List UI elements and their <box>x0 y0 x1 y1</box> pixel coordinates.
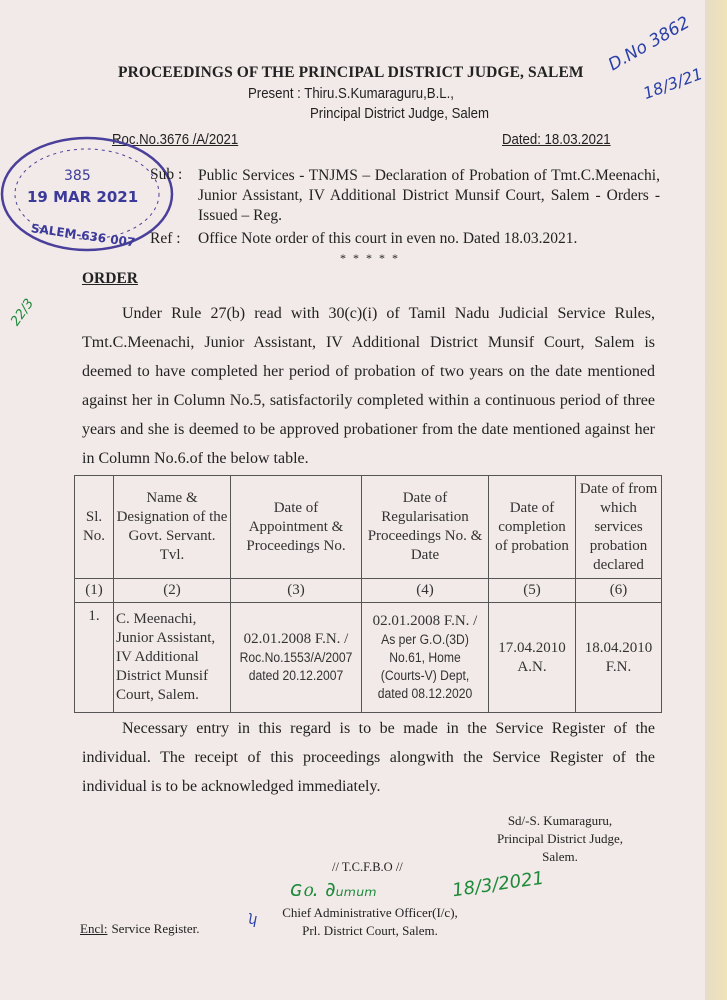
reference-label: Ref : <box>150 230 181 247</box>
table-header-row <box>75 476 662 579</box>
cao-office: Prl. District Court, Salem. <box>302 923 438 938</box>
signature-designation: Principal District Judge, <box>496 831 623 846</box>
document-title: PROCEEDINGS OF THE PRINCIPAL DISTRICT JUDGE, SALEM <box>118 64 584 81</box>
handwritten-dispatch-number: D.No 3862 <box>605 12 694 76</box>
stamp-date: 19 MAR 2021 <box>27 188 139 206</box>
cell-completion: 17.04.2010 A.N. <box>489 603 576 713</box>
judge-signature-block <box>460 812 660 866</box>
signature-name: Sd/-S. Kumaraguru, <box>507 813 613 828</box>
header-declared: Date of from which services probation declared <box>576 476 662 579</box>
stamp-place: SALEM-636 007 <box>30 221 137 250</box>
header-completion: Date of completion of probation <box>489 476 576 579</box>
separator-stars: * * * * * <box>340 251 400 265</box>
cell-regularisation <box>362 603 489 713</box>
present-line: Present : Thiru.S.Kumaraguru,B.L., <box>248 85 454 102</box>
probation-table <box>74 475 662 713</box>
signature-place: Salem. <box>542 849 578 864</box>
order-heading: ORDER <box>82 270 138 287</box>
column-number-row <box>75 579 662 603</box>
regularisation-date: 02.01.2008 F.N. / <box>372 613 478 629</box>
column-number: (4) <box>362 579 489 603</box>
roc-number: Roc.No.3676 /A/2021 <box>112 131 239 148</box>
order-paragraph: Under Rule 27(b) read with 30(c)(i) of Tamil Nadu Judicial Service Rules, Tmt.C.Meenachi, Junior Assistant, IV Additional District Munsif Court, Salem is deemed to have completed her period of probation of two years on the date mentioned against her in Column No.5, satisfactorily completed within a continuous period of three years and she is deemed to be approved probationer from the date mentioned against her in Column No.6.of the below table. <box>82 305 655 467</box>
enclosure-text: Service Register. <box>111 921 200 936</box>
handwritten-tick-mark: ʮ <box>248 912 256 928</box>
header-regularisation: Date of Regularisation Proceedings No. & Date <box>362 476 489 579</box>
appointment-date: 02.01.2008 F.N. / <box>243 631 349 647</box>
cell-declared: 18.04.2010 F.N. <box>576 603 662 713</box>
handwritten-sign-date: 18/3/2021 <box>450 867 546 902</box>
cao-block <box>250 904 490 940</box>
subject-label: Sub : <box>150 166 183 183</box>
cao-designation: Chief Administrative Officer(I/c), <box>282 905 458 920</box>
table-row <box>75 603 662 713</box>
header-sl-no: Sl. No. <box>75 476 114 579</box>
handwritten-signature: ɢ᧐. ∂ᵤₘᵤₘ <box>290 877 377 901</box>
tcfbo-label: // T.C.F.B.O // <box>332 860 403 874</box>
handwritten-initials: 22/3 <box>8 296 38 329</box>
paper-edge <box>705 0 727 1000</box>
column-number: (1) <box>75 579 114 603</box>
cell-name: C. Meenachi, Junior Assistant, IV Additional District Munsif Court, Salem. <box>114 603 231 713</box>
cell-appointment <box>231 603 362 713</box>
column-number: (5) <box>489 579 576 603</box>
column-number: (3) <box>231 579 362 603</box>
appointment-proceedings: Roc.No.1553/A/2007 dated 20.12.2007 <box>239 650 353 683</box>
column-number: (6) <box>576 579 662 603</box>
subject-text: Public Services - TNJMS – Declaration of Probation of Tmt.C.Meenachi, Junior Assistant, IV Additional District Munsif Court, Salem - Orders - Issued – Reg. <box>198 167 660 224</box>
header-name: Name & Designation of the Govt. Servant. Tvl. <box>114 476 231 579</box>
stamp-number: 385 <box>64 168 91 184</box>
regularisation-proceedings: As per G.O.(3D) No.61, Home (Courts-V) Dept, dated 08.12.2020 <box>377 632 473 701</box>
reference-text: Office Note order of this court in even no. Dated 18.03.2021. <box>198 230 578 247</box>
column-number: (2) <box>114 579 231 603</box>
instruction-paragraph: Necessary entry in this regard is to be made in the Service Register of the individual. The receipt of this proceedings alongwith the Service Register of the individual is to be acknowledged immediately. <box>82 720 655 795</box>
document-date: Dated: 18.03.2021 <box>502 131 611 148</box>
judge-designation: Principal District Judge, Salem <box>310 105 490 122</box>
enclosure-label: Encl: <box>80 921 108 936</box>
header-appointment: Date of Appointment & Proceedings No. <box>231 476 362 579</box>
cell-sl: 1. <box>75 603 114 713</box>
enclosure <box>80 921 200 937</box>
handwritten-dispatch-date: 18/3/21 <box>640 64 706 103</box>
